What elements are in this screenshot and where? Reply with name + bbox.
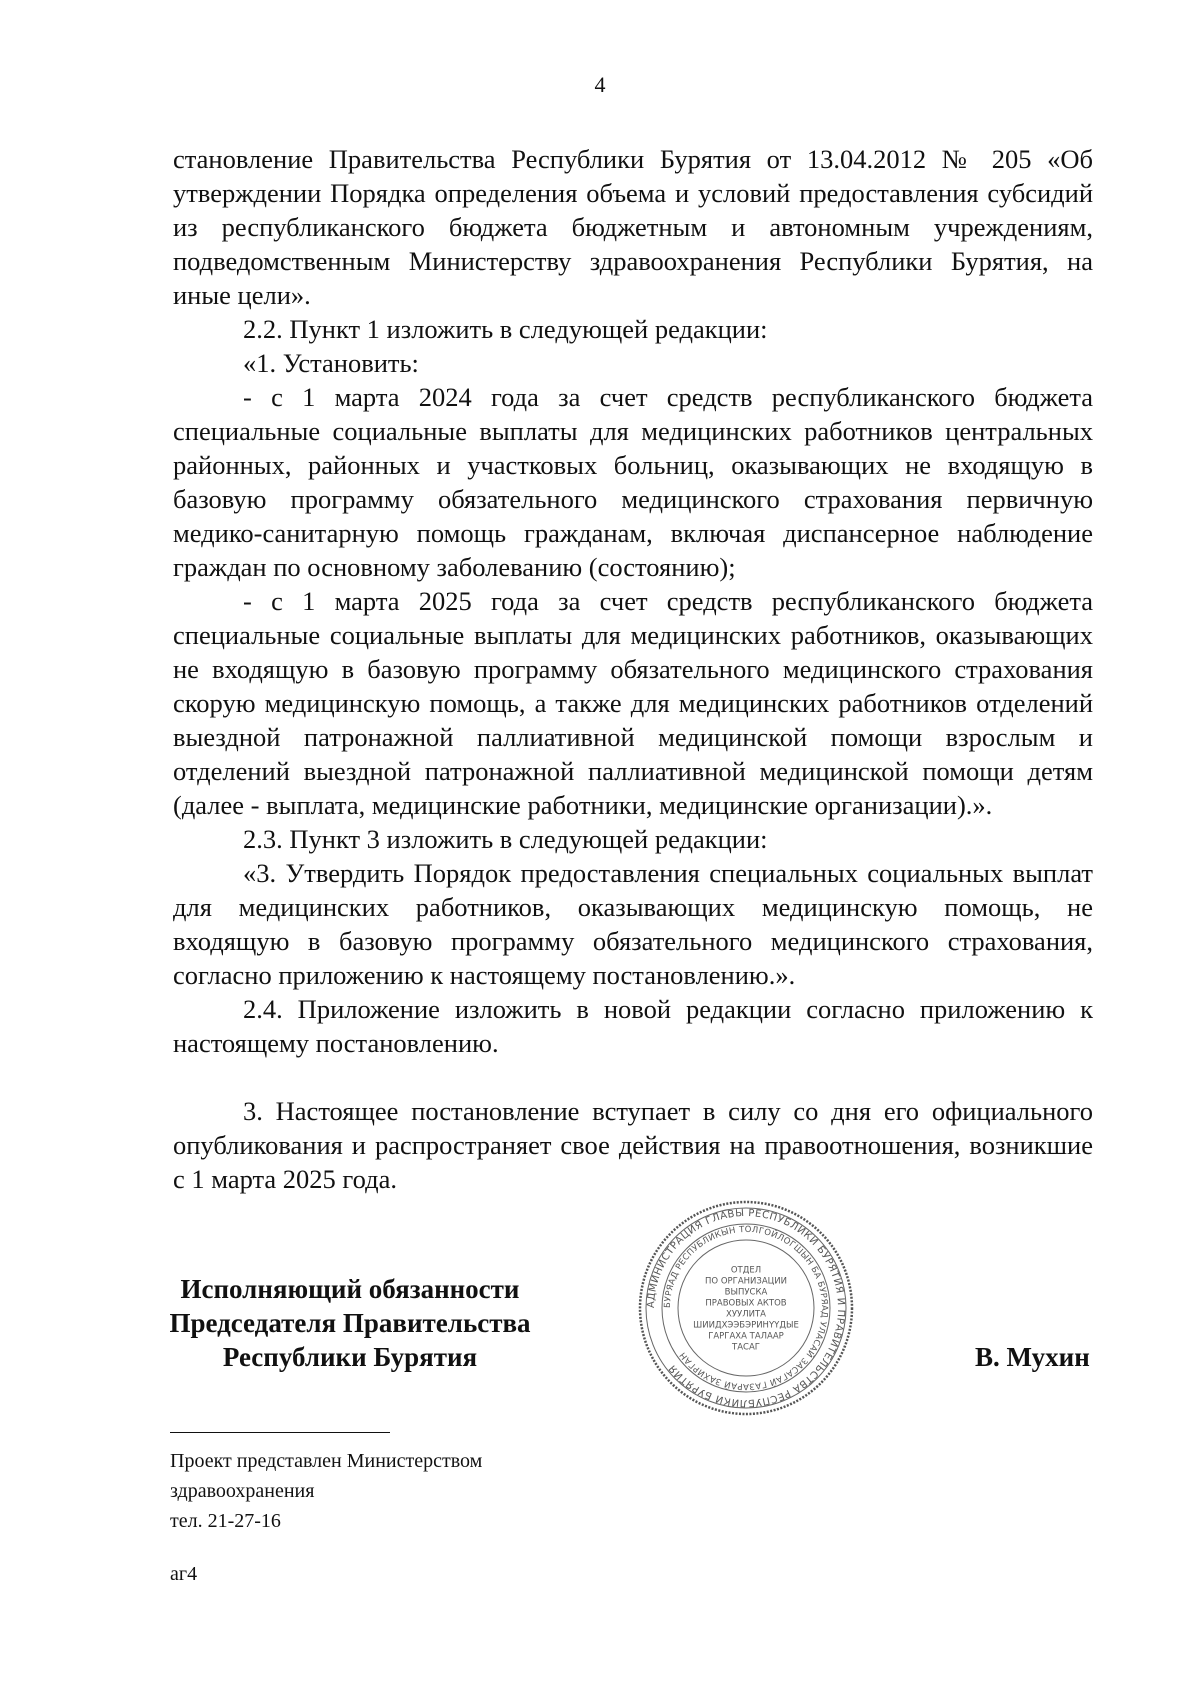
paragraph-quote-1: «1. Установить: [243,348,419,378]
footnote-line: здравоохранения [170,1480,315,1502]
svg-text:АДМИНИСТРАЦИЯ ГЛАВЫ РЕСПУБЛИКИ: АДМИНИСТРАЦИЯ ГЛАВЫ РЕСПУБЛИКИ БУРЯТИЯ И ПРАВИТЕЛЬСТВА РЕСПУБЛИКИ БУРЯТИЯ [645,1207,847,1409]
footnote-divider [170,1432,390,1433]
signature-title-line: Исполняющий обязанности [180,1274,520,1304]
signer-name: В. Мухин [975,1342,1090,1372]
official-seal-stamp [636,1198,856,1418]
stamp-center-line: ХУУЛИТА [726,1309,766,1320]
footnote [170,1446,590,1536]
stamp-center-line: ШИИДХЭЭБЭРИНҮҮДЫЕ [693,1320,799,1331]
paragraph-quote-3: «3. Утвердить Порядок предоставления специальных социальных выплат для медицинских работников, оказывающих медицинскую помощь, не входящую в базовую программу обязательного медицинского страхования, согласно приложению к настоящему постановлению.». [173,858,1093,990]
footnote-line: Проект представлен Министерством [170,1450,483,1472]
paragraph-2-3: 2.3. Пункт 3 изложить в следующей редакции: [243,824,768,854]
stamp-center-line: ГАРГАХА ТАЛААР [708,1331,784,1342]
signature-title-line: Председателя Правительства [169,1308,531,1338]
stamp-center-line: ПРАВОВЫХ АКТОВ [705,1298,787,1309]
signature-title-line: Республики Бурятия [222,1342,478,1372]
svg-text:БУРЯАД РЕСПУБЛИКЫН ТОЛГОЙЛОГШЫ: БУРЯАД РЕСПУБЛИКЫН ТОЛГОЙЛОГШЫН БА БУРЯАД УЛАСАЙ ЗАСАГАЙ ГАЗАРАЙ ЗАХИРГАН [662,1224,830,1392]
paragraph-3: 3. Настоящее постановление вступает в силу со дня его официального опубликования и распространяет свое действия на правоотношения, возникшие с 1 марта 2025 года. [173,1096,1093,1194]
paragraph-continuation: становление Правительства Республики Бурятия от 13.04.2012 № 205 «Об утверждении Порядка определения объема и условий предоставления субсидий из республиканского бюджета бюджетным и автономным учреждениям, подведомственным Министерству здравоохранения Республики Бурятия, на иные цели». [173,144,1093,310]
stamp-center-line: ПО ОРГАНИЗАЦИИ [705,1276,787,1287]
document-body [173,142,1093,1196]
paragraph-2-2: 2.2. Пункт 1 изложить в следующей редакции: [243,314,768,344]
stamp-center-line: ОТДЕЛ [730,1265,762,1276]
signature-title [150,1272,550,1374]
footnote-line: тел. 21-27-16 [170,1510,281,1532]
stamp-center-line: ТАСАГ [732,1342,760,1353]
paragraph-2-4: 2.4. Приложение изложить в новой редакции согласно приложению к настоящему постановлению. [173,994,1093,1058]
paragraph-item-2024: - с 1 марта 2024 года за счет средств республиканского бюджета специальные социальные выплаты для медицинских работников центральных районных, районных и участковых больниц, оказывающих не входящую в базовую программу обязательного медицинского страхования первичную медико-санитарную помощь гражданам, включая диспансерное наблюдение граждан по основному заболеванию (состоянию); [173,382,1093,582]
page-number: 4 [594,72,606,97]
document-code: аг4 [170,1563,198,1585]
paragraph-item-2025: - с 1 марта 2025 года за счет средств республиканского бюджета специальные социальные выплаты для медицинских работников, оказывающих не входящую в базовую программу обязательного медицинского страхования скорую медицинскую помощь, а также для медицинских работников отделений выездной патронажной паллиативной медицинской помощи взрослым и отделений выездной патронажной паллиативной медицинской помощи детям (далее - выплата, медицинские работники, медицинские организации).». [173,586,1093,820]
stamp-center-line: ВЫПУСКА [724,1287,768,1298]
